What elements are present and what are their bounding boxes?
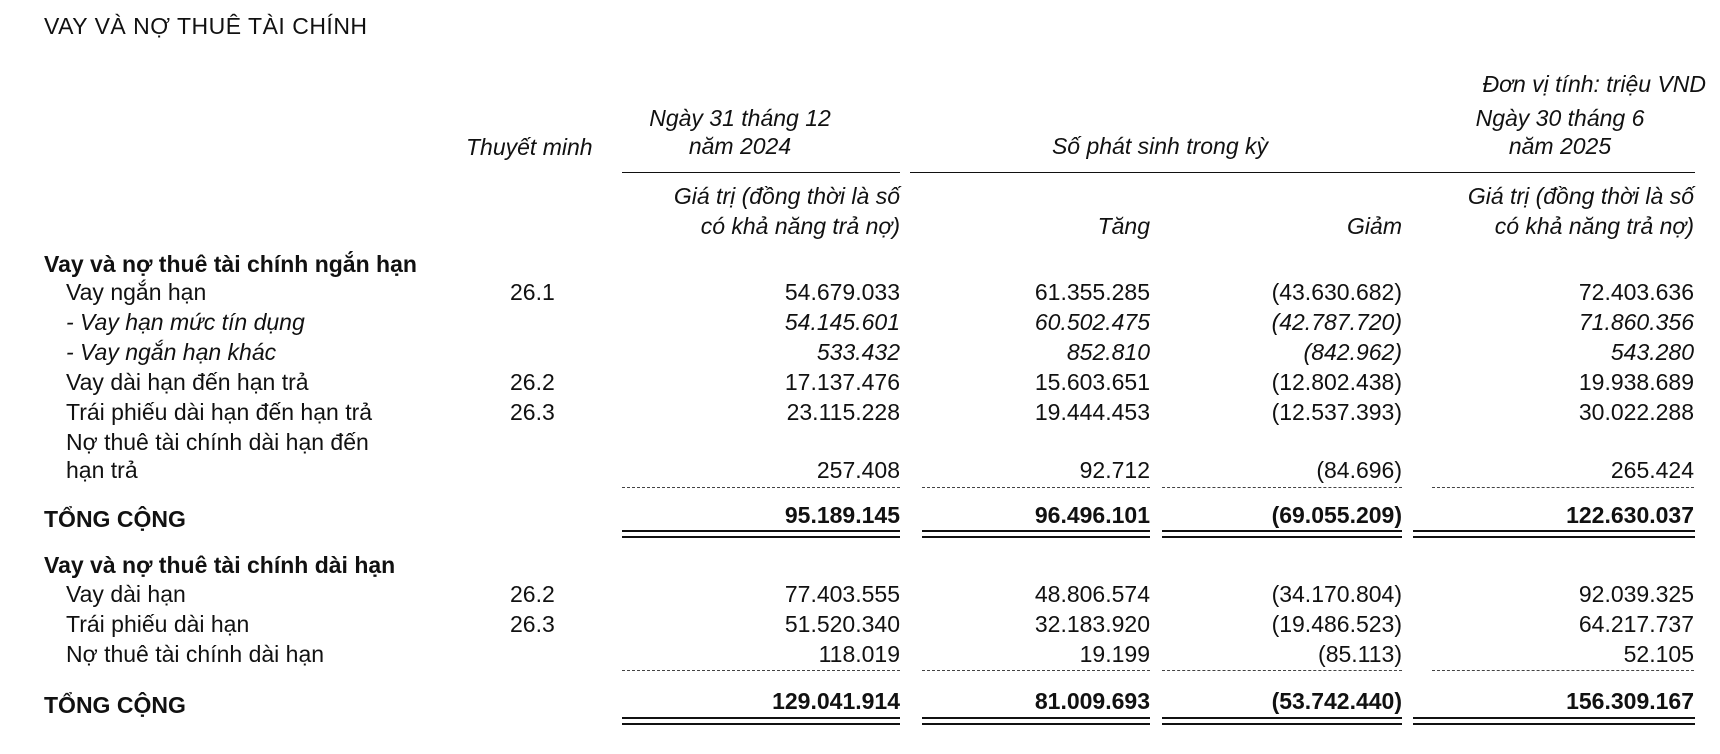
row-value-col4: 265.424 (1610, 457, 1694, 483)
subtotal-rule-increase (922, 487, 1150, 488)
total-double-rule-col1 (622, 530, 900, 538)
total-double-rule-decrease (1162, 717, 1402, 725)
section-heading-long-term: Vay và nợ thuê tài chính dài hạn (44, 552, 396, 578)
row-value-increase: 19.444.453 (1034, 399, 1150, 425)
total-value-col1: 95.189.145 (784, 502, 900, 528)
header-col4-date-line1: Ngày 30 tháng 6 (1475, 105, 1645, 131)
row-value-col1: 257.408 (816, 457, 900, 483)
row-value-col4: 543.280 (1610, 339, 1694, 365)
row-label: Nợ thuê tài chính dài hạn (66, 641, 325, 667)
header-col4-sub-line2: có khả năng trả nợ) (1494, 213, 1694, 239)
row-note: 26.2 (510, 369, 555, 395)
row-value-decrease: (842.962) (1303, 339, 1402, 365)
row-value-col1: 17.137.476 (784, 369, 900, 395)
row-value-increase: 15.603.651 (1034, 369, 1150, 395)
row-value-col1: 54.679.033 (784, 279, 900, 305)
subtotal-rule-col4 (1432, 670, 1694, 671)
row-label: Vay dài hạn đến hạn trả (66, 369, 309, 395)
row-value-increase: 92.712 (1079, 457, 1150, 483)
row-value-col1: 533.432 (816, 339, 900, 365)
row-value-col1: 51.520.340 (784, 611, 900, 637)
header-movement: Số phát sinh trong kỳ (1051, 133, 1269, 159)
row-note: 26.2 (510, 581, 555, 607)
row-value-col4: 92.039.325 (1578, 581, 1694, 607)
header-rule-col1 (622, 172, 900, 173)
row-note: 26.1 (510, 279, 555, 305)
subtotal-rule-increase (922, 670, 1150, 671)
row-value-col4: 71.860.356 (1578, 309, 1694, 335)
total-value-decrease: (69.055.209) (1271, 502, 1402, 528)
total-value-col1: 129.041.914 (772, 688, 900, 714)
row-label: - Vay hạn mức tín dụng (66, 309, 305, 335)
total-double-rule-col4 (1413, 717, 1695, 725)
header-col1-date-line1: Ngày 31 tháng 12 (649, 105, 831, 131)
subtotal-rule-decrease (1162, 670, 1402, 671)
row-value-decrease: (84.696) (1316, 457, 1402, 483)
header-increase: Tăng (1097, 213, 1150, 239)
row-value-col1: 54.145.601 (784, 309, 900, 335)
row-value-decrease: (42.787.720) (1271, 309, 1402, 335)
row-label: - Vay ngắn hạn khác (66, 339, 277, 365)
row-note: 26.3 (510, 399, 555, 425)
row-value-decrease: (43.630.682) (1271, 279, 1402, 305)
row-value-increase: 19.199 (1079, 641, 1150, 667)
row-label: Vay ngắn hạn (66, 279, 207, 305)
row-value-col4: 72.403.636 (1578, 279, 1694, 305)
row-value-decrease: (85.113) (1318, 641, 1402, 667)
total-value-increase: 96.496.101 (1034, 502, 1150, 528)
row-value-increase: 48.806.574 (1034, 581, 1150, 607)
row-label: Trái phiếu dài hạn đến hạn trả (66, 399, 373, 425)
row-label-line2: hạn trả (66, 457, 138, 483)
header-col4-sub-line1: Giá trị (đồng thời là số (1467, 183, 1694, 209)
row-value-col4: 52.105 (1623, 641, 1694, 667)
row-value-increase: 32.183.920 (1034, 611, 1150, 637)
header-col1-sub-line1: Giá trị (đồng thời là số (673, 183, 900, 209)
row-value-col1: 77.403.555 (784, 581, 900, 607)
row-value-col4: 30.022.288 (1578, 399, 1694, 425)
row-note: 26.3 (510, 611, 555, 637)
row-value-increase: 852.810 (1066, 339, 1150, 365)
header-col4-date-line2: năm 2025 (1508, 133, 1612, 159)
total-double-rule-increase (922, 530, 1150, 538)
header-col1-sub-line2: có khả năng trả nợ) (700, 213, 900, 239)
header-col1-date-line2: năm 2024 (688, 133, 792, 159)
row-value-col1: 118.019 (818, 641, 900, 667)
row-label-line1: Nợ thuê tài chính dài hạn đến (66, 429, 369, 455)
total-double-rule-col1 (622, 717, 900, 725)
total-value-increase: 81.009.693 (1034, 688, 1150, 714)
total-double-rule-decrease (1162, 530, 1402, 538)
subtotal-rule-decrease (1162, 487, 1402, 488)
row-value-decrease: (19.486.523) (1271, 611, 1402, 637)
row-value-increase: 61.355.285 (1034, 279, 1150, 305)
row-value-col1: 23.115.228 (786, 399, 900, 425)
row-label: Trái phiếu dài hạn (66, 611, 250, 637)
header-note: Thuyết minh (466, 134, 593, 160)
row-label: Vay dài hạn (66, 581, 186, 607)
header-decrease: Giảm (1347, 213, 1402, 239)
section-heading-short-term: Vay và nợ thuê tài chính ngắn hạn (44, 251, 417, 277)
total-label-long-term: TỔNG CỘNG (44, 692, 186, 718)
total-label-short-term: TỔNG CỘNG (44, 506, 186, 532)
total-value-col4: 156.309.167 (1566, 688, 1694, 714)
total-value-decrease: (53.742.440) (1271, 688, 1402, 714)
subtotal-rule-col1 (622, 487, 900, 488)
row-value-decrease: (34.170.804) (1271, 581, 1402, 607)
total-value-col4: 122.630.037 (1566, 502, 1694, 528)
header-rule-col4 (1413, 172, 1695, 173)
row-value-decrease: (12.537.393) (1271, 399, 1402, 425)
header-rule-movement (910, 172, 1432, 173)
subtotal-rule-col1 (622, 670, 900, 671)
subtotal-rule-col4 (1432, 487, 1694, 488)
row-value-col4: 64.217.737 (1578, 611, 1694, 637)
total-double-rule-increase (922, 717, 1150, 725)
row-value-col4: 19.938.689 (1578, 369, 1694, 395)
unit-label: Đơn vị tính: triệu VND (1482, 71, 1706, 97)
total-double-rule-col4 (1413, 530, 1695, 538)
row-value-decrease: (12.802.438) (1271, 369, 1402, 395)
page-title: VAY VÀ NỢ THUÊ TÀI CHÍNH (44, 13, 368, 39)
row-value-increase: 60.502.475 (1034, 309, 1150, 335)
